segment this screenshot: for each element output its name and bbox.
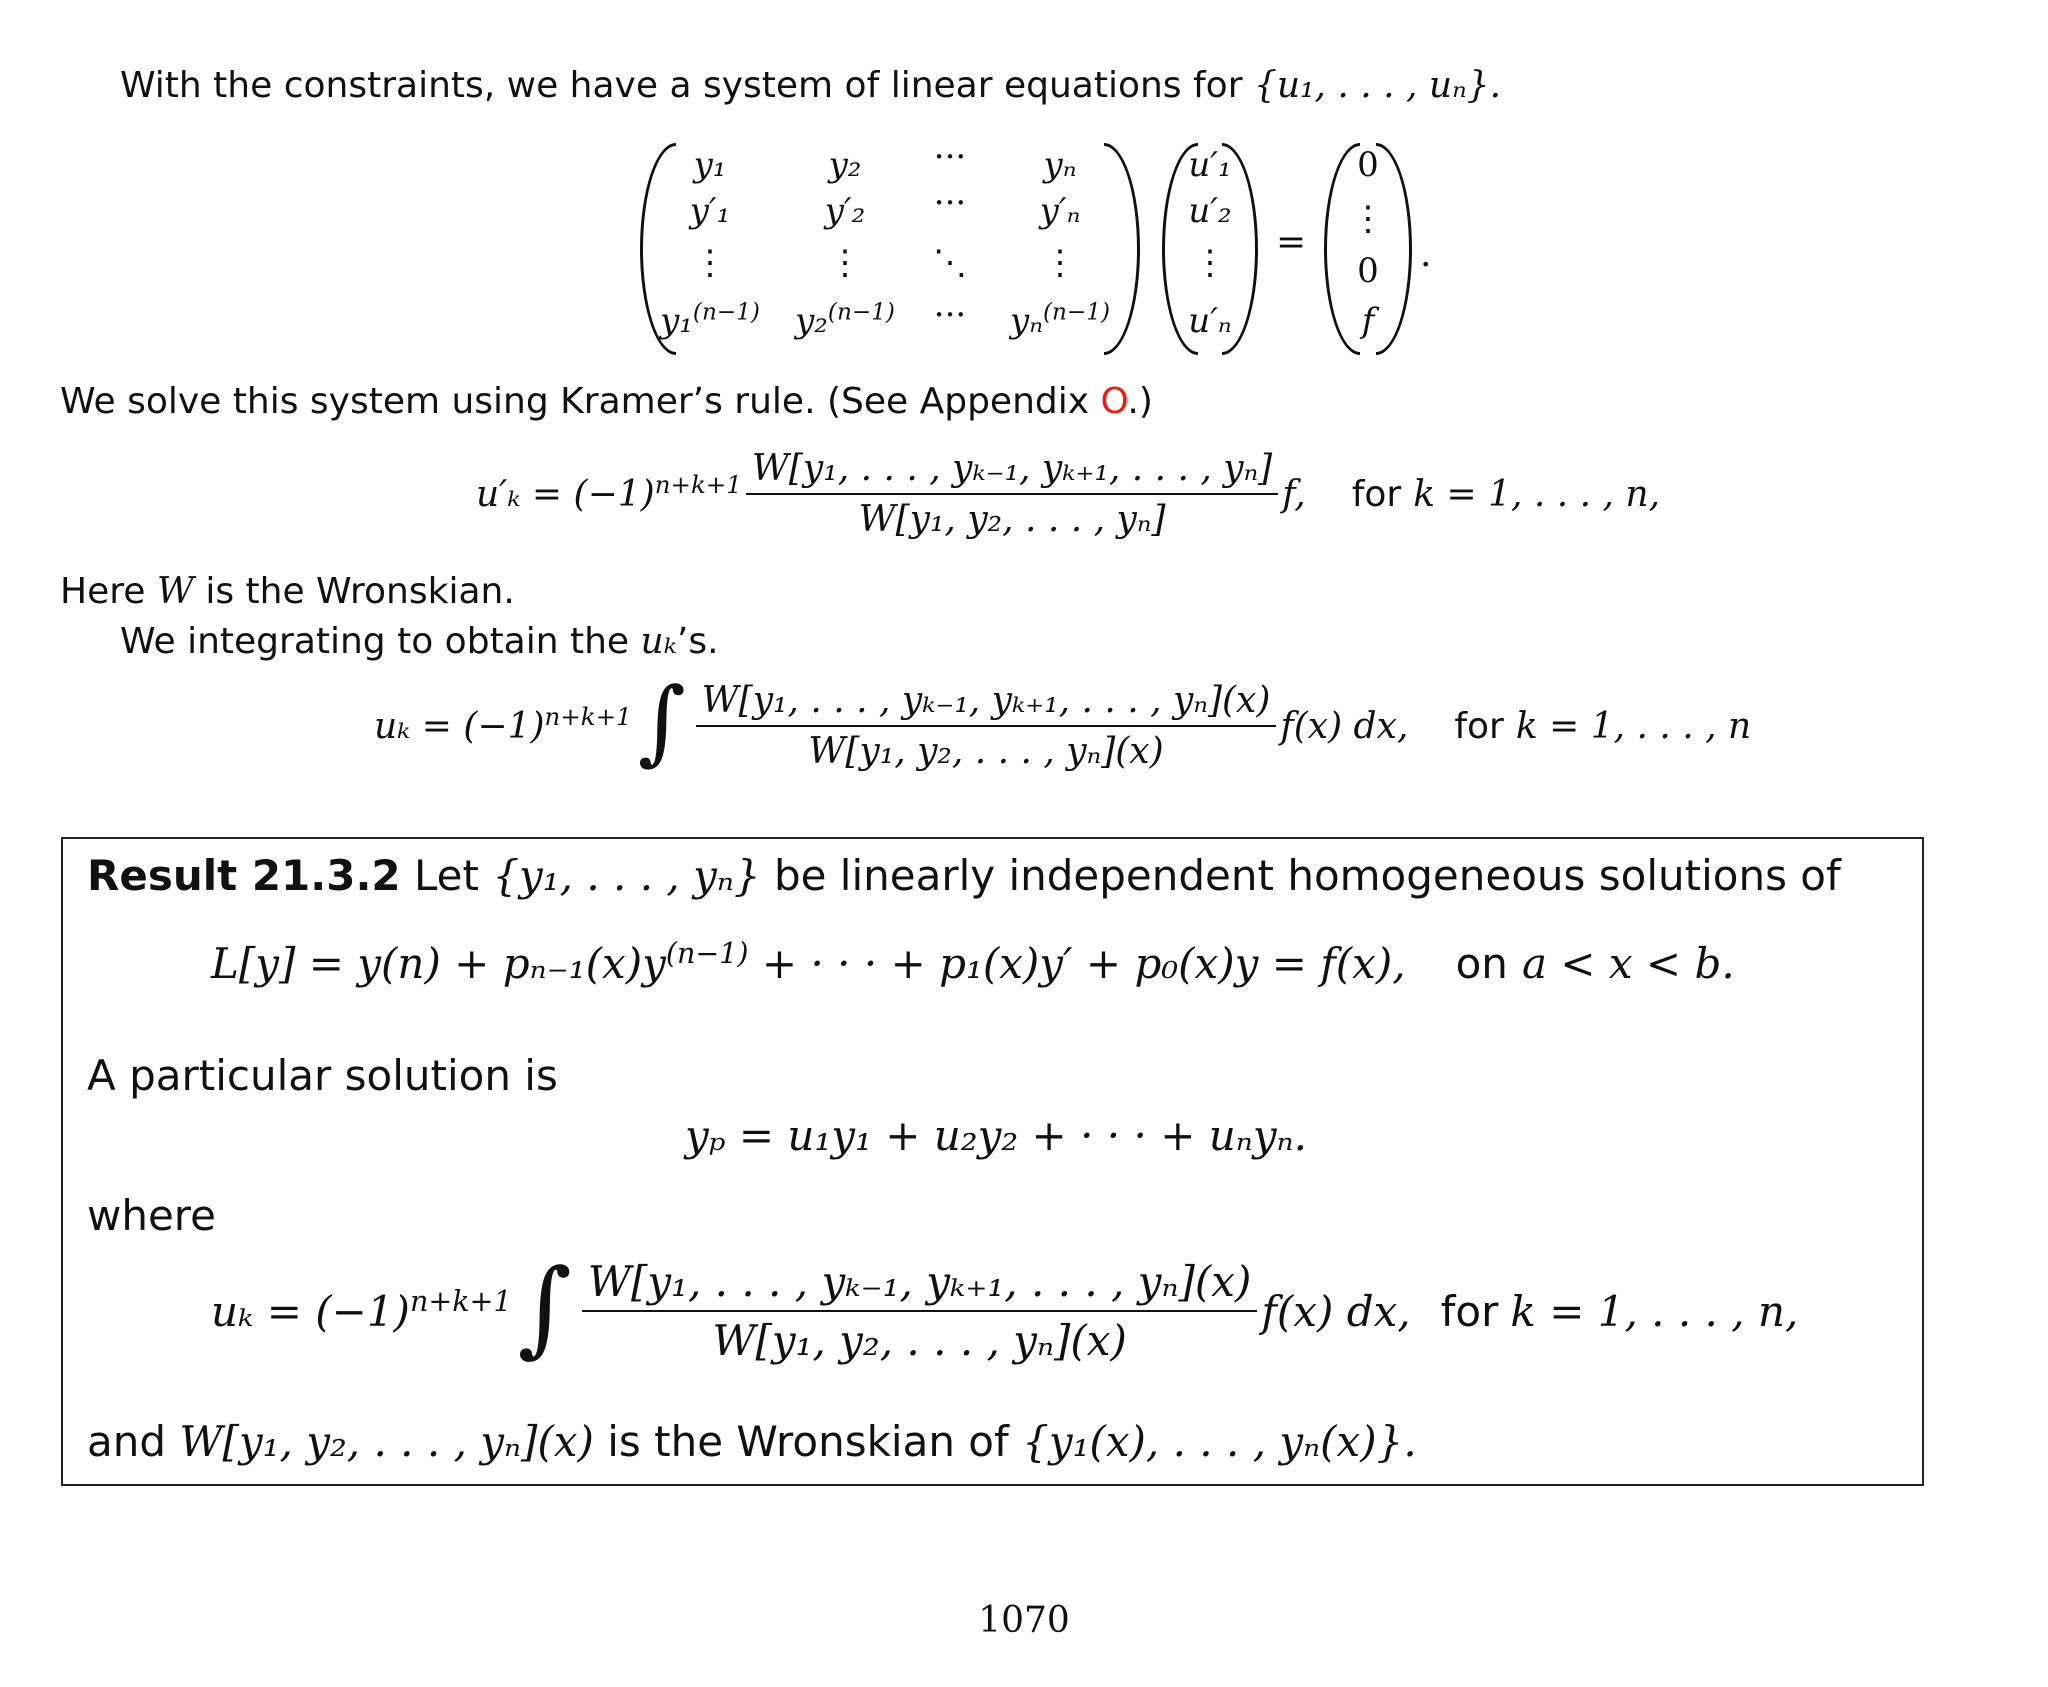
matrix-period: . xyxy=(1420,234,1432,275)
eq-numerator: W[y₁, . . . , yₖ₋₁, yₖ₊₁, . . . , yₙ](x) xyxy=(696,680,1277,727)
result-label: Result 21.3.2 xyxy=(87,851,401,900)
uk-denominator: W[y₁, y₂, . . . , yₙ](x) xyxy=(712,1316,1127,1365)
eq-lhs xyxy=(374,701,632,747)
matrix-cell-base: y₂ xyxy=(795,301,828,341)
u-prime-vector xyxy=(1162,143,1258,355)
matrix-cell xyxy=(1010,301,1110,341)
matrix-cell: ··· xyxy=(933,295,967,335)
matrix-cell: y₁ xyxy=(693,145,727,185)
result-box xyxy=(61,837,1924,1486)
uk-numerator: W[y₁, . . . , yₖ₋₁, yₖ₊₁, . . . , yₙ](x) xyxy=(582,1257,1258,1312)
integrating-symbol: uₖ xyxy=(640,621,677,662)
matrix-cell xyxy=(660,301,760,341)
uk-fraction xyxy=(582,1257,1258,1365)
eq-lhs xyxy=(476,469,742,515)
eq-lhs-text: uₖ = (−1) xyxy=(374,705,545,747)
uk-lhs-text: uₖ = (−1) xyxy=(211,1286,410,1336)
intro-set: {u₁, . . . , uₙ}. xyxy=(1253,65,1502,106)
result-intro-set: {y₁, . . . , yₙ} xyxy=(492,851,761,900)
vector-cell: 0 xyxy=(1357,251,1379,291)
eq-fraction xyxy=(696,680,1277,772)
vector-cell: f xyxy=(1361,301,1375,341)
equation-u-integral xyxy=(374,668,1752,775)
particular-text: A particular solution is xyxy=(87,1051,558,1100)
integrating-line xyxy=(120,620,719,663)
uk-exponent: n+k+1 xyxy=(409,1283,512,1318)
eq-exponent: n+k+1 xyxy=(654,469,742,499)
result-intro xyxy=(87,851,1841,901)
rhs-vector xyxy=(1324,143,1412,355)
matrix-cell-sup: (n−1) xyxy=(827,299,895,326)
coefficient-matrix xyxy=(640,137,1140,355)
vector-cell: u′₂ xyxy=(1188,191,1232,231)
integral-sign: ∫ xyxy=(517,1246,572,1368)
solve-text-end: .) xyxy=(1127,381,1153,422)
eq-after: f(x) dx, xyxy=(1280,705,1409,747)
eq-numerator: W[y₁, . . . , yₖ₋₁, yₖ₊₁, . . . , yₙ] xyxy=(746,448,1278,495)
wronskian-before: Here xyxy=(60,571,146,612)
eq-for: for xyxy=(1454,705,1504,747)
vector-cell: 0 xyxy=(1357,145,1379,185)
matrix-cell-base: yₙ xyxy=(1010,301,1044,341)
eq-range: k = 1, . . . , n xyxy=(1515,705,1752,747)
solve-text: We solve this system using Kramer’s rule. (See Appendix xyxy=(60,381,1101,422)
vector-cell: ⋮ xyxy=(1193,243,1227,283)
matrix-cell: ··· xyxy=(933,183,967,223)
eq-range: k = 1, . . . , n, xyxy=(1413,473,1661,515)
uk-range: k = 1, . . . , n, xyxy=(1510,1286,1799,1336)
uk-after: f(x) dx, xyxy=(1261,1286,1411,1336)
eq-denominator: W[y₁, y₂, . . . , yₙ] xyxy=(858,499,1166,540)
matrix-cell-base: y₁ xyxy=(660,301,693,341)
right-paren xyxy=(1376,143,1412,355)
eq-lhs-text: u′ₖ = (−1) xyxy=(476,473,655,515)
final-set: {y₁(x), . . . , yₙ(x)}. xyxy=(1022,1417,1417,1466)
matrix-cell: yₙ xyxy=(1043,145,1077,185)
eq-exponent: n+k+1 xyxy=(544,701,632,731)
result-intro-before: Let xyxy=(414,851,479,900)
integral-sign: ∫ xyxy=(637,668,686,775)
integrating-before: We integrating to obtain the xyxy=(120,621,630,662)
ode-part2: + · · · + p₁(x)y′ + p₀(x)y = f(x), xyxy=(748,939,1406,988)
where-text: where xyxy=(87,1191,216,1240)
matrix-cell-sup: (n−1) xyxy=(692,299,760,326)
vector-cell: u′₁ xyxy=(1188,145,1232,185)
matrix-cell: y₂ xyxy=(828,145,862,185)
vector-cell: ⋮ xyxy=(1351,199,1385,239)
uk-lhs xyxy=(211,1283,512,1336)
matrix-cell: y′ₙ xyxy=(1039,191,1081,231)
page-number: 1070 xyxy=(978,1600,1070,1641)
particular-equation: yₚ = u₁y₁ + u₂y₂ + · · · + uₙyₙ. xyxy=(685,1111,1307,1160)
ode-on: on xyxy=(1455,939,1508,988)
ode-sup: (n−1) xyxy=(665,936,749,970)
wronskian-symbol: W xyxy=(156,571,194,612)
matrix-cell: ⋱ xyxy=(933,243,967,283)
wronskian-line xyxy=(60,570,515,613)
matrix-cell: y′₂ xyxy=(824,191,866,231)
final-mid: is the Wronskian of xyxy=(607,1417,1009,1466)
eq-fraction xyxy=(746,448,1278,540)
matrix-cell: y′₁ xyxy=(689,191,731,231)
matrix-cell: ⋮ xyxy=(693,243,727,283)
ode-equation xyxy=(211,936,1735,988)
appendix-link[interactable]: O xyxy=(1100,381,1128,422)
eq-for: for xyxy=(1351,473,1402,515)
wronskian-after: is the Wronskian. xyxy=(205,571,515,612)
final-and: and xyxy=(87,1417,167,1466)
left-paren xyxy=(1324,143,1360,355)
intro-line xyxy=(120,64,1501,107)
eq-after: f, xyxy=(1282,473,1306,515)
vector-cell: u′ₙ xyxy=(1188,301,1232,341)
ode-domain: a < x < b. xyxy=(1521,939,1735,988)
uk-equation xyxy=(211,1246,1799,1368)
integrating-after: ’s. xyxy=(676,621,719,662)
eq-denominator: W[y₁, y₂, . . . , yₙ](x) xyxy=(808,731,1164,772)
result-intro-after: be linearly independent homogeneous solutions of xyxy=(773,851,1841,900)
final-wronskian: W[y₁, y₂, . . . , yₙ](x) xyxy=(179,1417,594,1466)
matrix-equals: = xyxy=(1276,222,1307,263)
matrix-cell: ⋮ xyxy=(1043,243,1077,283)
matrix-cell: ··· xyxy=(933,137,967,177)
uk-for: for xyxy=(1440,1286,1499,1336)
ode-part1: L[y] = y(n) + pₙ₋₁(x)y xyxy=(211,939,666,988)
matrix-cell xyxy=(795,301,895,341)
result-final-line xyxy=(87,1417,1417,1467)
matrix-cell: ⋮ xyxy=(828,243,862,283)
equation-uprime xyxy=(476,448,1660,540)
ode-left xyxy=(211,936,1406,988)
solve-line xyxy=(60,380,1153,423)
intro-text: With the constraints, we have a system of linear equations for xyxy=(120,65,1243,106)
matrix-cell-sup: (n−1) xyxy=(1043,299,1110,326)
